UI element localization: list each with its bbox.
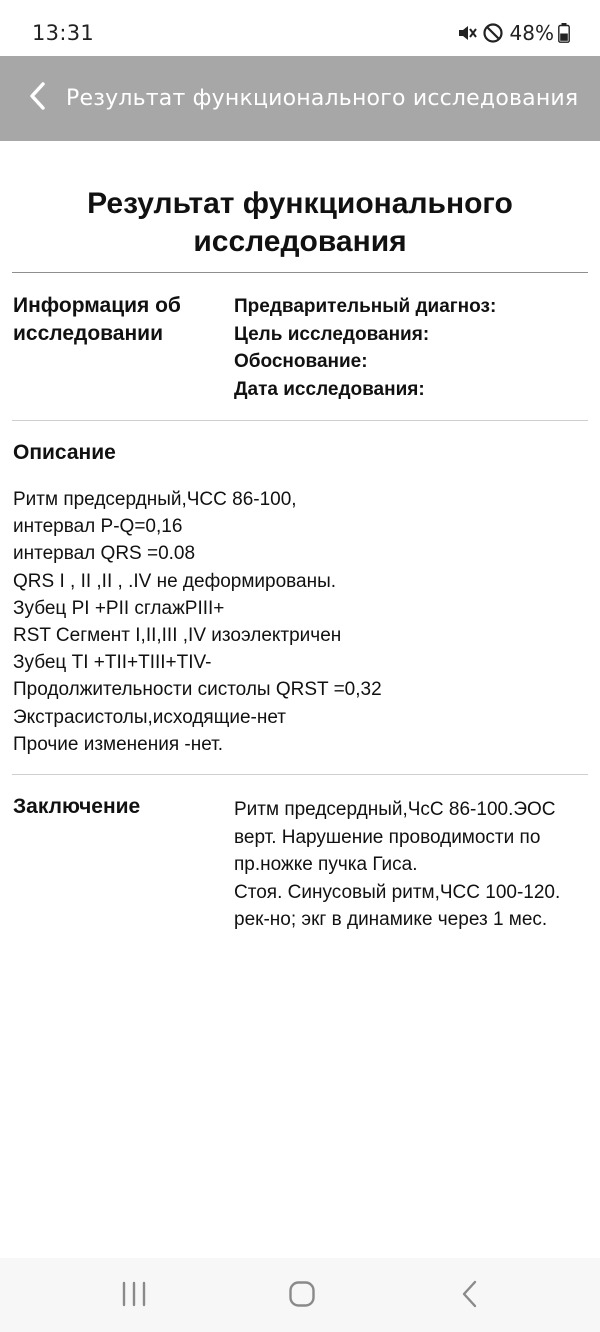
description-line: Экстрасистолы,исходящие-нет <box>13 706 286 728</box>
back-button[interactable] <box>16 76 60 120</box>
conclusion-line: рек-но; экг в динамике через 1 мес. <box>234 909 548 930</box>
description-line: интервал P-Q=0,16 <box>13 516 183 538</box>
home-icon <box>288 1280 316 1313</box>
info-fields <box>234 293 496 403</box>
description-line: QRS I , II ,II , .IV не деформированы. <box>13 570 337 592</box>
description-line: Продолжительности систолы QRST =0,32 <box>13 679 382 701</box>
info-section-label <box>13 292 181 348</box>
back-icon <box>460 1280 480 1313</box>
system-back-button[interactable] <box>442 1276 498 1316</box>
conclusion-line: верт. Нарушение проводимости по <box>234 826 541 848</box>
preliminary-diagnosis-field: Предварительный диагноз: <box>234 296 497 317</box>
status-time: 13:31 <box>32 21 95 45</box>
description-line: интервал QRS =0.08 <box>13 543 196 565</box>
home-button[interactable] <box>274 1276 330 1316</box>
mute-icon <box>456 22 478 44</box>
study-date-field: Дата исследования: <box>234 378 425 400</box>
description-line: RST Сегмент I,II,III ,IV изоэлектричен <box>13 625 342 647</box>
conclusion-section-label: Заключение <box>13 795 141 818</box>
app-bar-title: Результат функционального исследования <box>66 86 579 111</box>
battery-percent: 48% <box>509 21 554 45</box>
status-icons <box>456 20 570 46</box>
info-section-label-line: Информация об <box>13 294 181 317</box>
divider <box>12 272 588 273</box>
chevron-left-icon <box>28 81 48 116</box>
page-title-line: исследования <box>193 225 407 258</box>
recents-button[interactable] <box>106 1276 162 1316</box>
app-bar <box>0 56 600 141</box>
status-bar <box>0 0 600 56</box>
divider <box>12 420 588 421</box>
info-section-label-line: исследовании <box>13 322 163 345</box>
description-line: Зубец PI +PII сглажPIII+ <box>13 597 225 619</box>
conclusion-text <box>234 796 594 934</box>
recents-icon <box>120 1281 148 1312</box>
justification-field: Обоснование: <box>234 351 368 372</box>
description-section-label: Описание <box>13 441 116 464</box>
system-nav-bar <box>0 1258 600 1332</box>
do-not-disturb-icon <box>482 22 504 44</box>
description-line: Зубец TI +TII+TIII+TIV- <box>13 652 212 674</box>
page-title <box>0 185 600 261</box>
conclusion-line: пр.ножке пучка Гиса. <box>234 854 418 875</box>
conclusion-line: Стоя. Синусовый ритм,ЧСС 100-120. <box>234 881 561 903</box>
battery-icon <box>558 23 570 43</box>
description-line: Ритм предсердный,ЧСС 86-100, <box>13 489 297 510</box>
study-purpose-field: Цель исследования: <box>234 323 430 345</box>
divider <box>12 774 588 775</box>
description-line: Прочие изменения -нет. <box>13 733 224 755</box>
conclusion-line: Ритм предсердный,ЧсС 86-100.ЭОС <box>234 799 556 820</box>
page-title-line: Результат функционального <box>87 187 513 220</box>
description-text <box>13 486 588 758</box>
